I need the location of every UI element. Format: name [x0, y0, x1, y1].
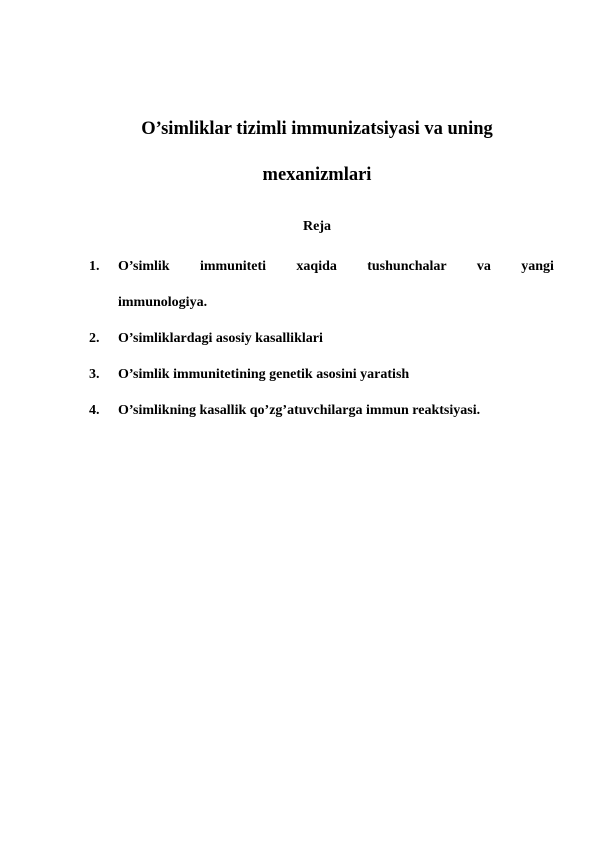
plan-item-text: O’simlik immunitetining genetik asosini yaratish: [118, 367, 410, 382]
plan-item-1-line-1: [118, 258, 554, 276]
document-title-line-2: mexanizmlari: [262, 165, 372, 185]
plan-item-text: O’simlikning kasallik qo’zg’atuvchilarga immun reaktsiyasi.: [118, 403, 481, 418]
plan-item-1-line-2: immunologiya.: [118, 295, 208, 310]
document-title-line-1: O’simliklar tizimli immunizatsiyasi va uning: [141, 119, 493, 139]
plan-item-word: tushunchalar: [367, 259, 447, 274]
plan-item-word: O’simlik: [118, 259, 170, 274]
plan-item-number: 3.: [89, 367, 100, 382]
plan-item-word: va: [476, 259, 491, 274]
plan-item-word: yangi: [521, 259, 554, 274]
plan-item-text: O’simliklardagi asosiy kasalliklari: [118, 331, 323, 346]
plan-item-word: immuniteti: [199, 259, 267, 274]
plan-item-word: xaqida: [296, 259, 337, 274]
plan-item-number: 4.: [89, 403, 100, 418]
plan-item-number: 2.: [89, 331, 100, 346]
plan-heading: Reja: [303, 219, 331, 234]
plan-item-number: 1.: [89, 259, 100, 274]
